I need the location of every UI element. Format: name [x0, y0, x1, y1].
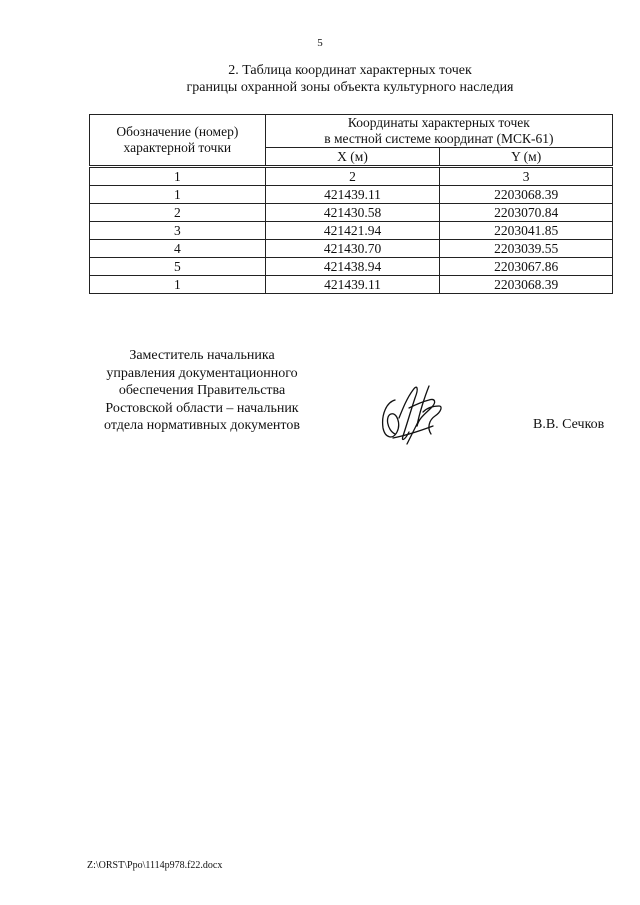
y-cell: 2203068.39 [440, 186, 613, 204]
header-point-line-2: характерной точки [123, 140, 232, 155]
point-cell: 3 [90, 222, 266, 240]
point-cell: 4 [90, 240, 266, 258]
handwritten-signature [373, 378, 451, 450]
signatory-position-line: управления документационного [106, 365, 298, 381]
column-number: 2 [265, 167, 440, 186]
table-title-line-2: границы охранной зоны объекта культурного наследия [186, 80, 514, 95]
header-x: X (м) [265, 148, 440, 167]
y-cell: 2203068.39 [440, 276, 613, 294]
page-number: 5 [317, 37, 323, 49]
header-coordinates [265, 115, 612, 148]
point-cell: 2 [90, 204, 266, 222]
signer-name: В.В. Сечков [533, 417, 605, 432]
x-cell: 421430.58 [265, 204, 440, 222]
x-cell: 421439.11 [265, 276, 440, 294]
column-number-row [90, 167, 613, 186]
footer-file-path: Z:\ORST\Ppo\1114p978.f22.docx [87, 860, 223, 871]
coordinates-table [89, 114, 613, 294]
table-title [0, 62, 640, 96]
signatory-position-line: отдела нормативных документов [104, 418, 300, 433]
point-cell: 1 [90, 276, 266, 294]
table-row [90, 186, 613, 204]
signatory-position-line: Ростовской области – начальник [105, 400, 299, 416]
signatory-position-line: Заместитель начальника [129, 348, 275, 363]
y-cell: 2203041.85 [440, 222, 613, 240]
point-cell: 1 [90, 186, 266, 204]
column-number: 3 [440, 167, 613, 186]
signatory-position-line: обеспечения Правительства [118, 383, 286, 398]
y-cell: 2203067.86 [440, 258, 613, 276]
header-point-line-1: Обозначение (номер) [116, 124, 239, 139]
header-coordinates-line-2: в местной системе координат (МСК-61) [324, 131, 554, 146]
x-cell: 421438.94 [265, 258, 440, 276]
table-row [90, 240, 613, 258]
x-cell: 421421.94 [265, 222, 440, 240]
column-number: 1 [90, 167, 266, 186]
y-cell: 2203039.55 [440, 240, 613, 258]
header-coordinates-line-1: Координаты характерных точек [347, 115, 530, 130]
header-y: Y (м) [440, 148, 613, 167]
x-cell: 421430.70 [265, 240, 440, 258]
y-cell: 2203070.84 [440, 204, 613, 222]
signatory-position [92, 347, 312, 435]
table-row [90, 258, 613, 276]
point-cell: 5 [90, 258, 266, 276]
table-row [90, 204, 613, 222]
table-row [90, 222, 613, 240]
table-row [90, 276, 613, 294]
header-point-designation [90, 115, 266, 167]
x-cell: 421439.11 [265, 186, 440, 204]
table-title-line-1: 2. Таблица координат характерных точек [228, 63, 472, 78]
